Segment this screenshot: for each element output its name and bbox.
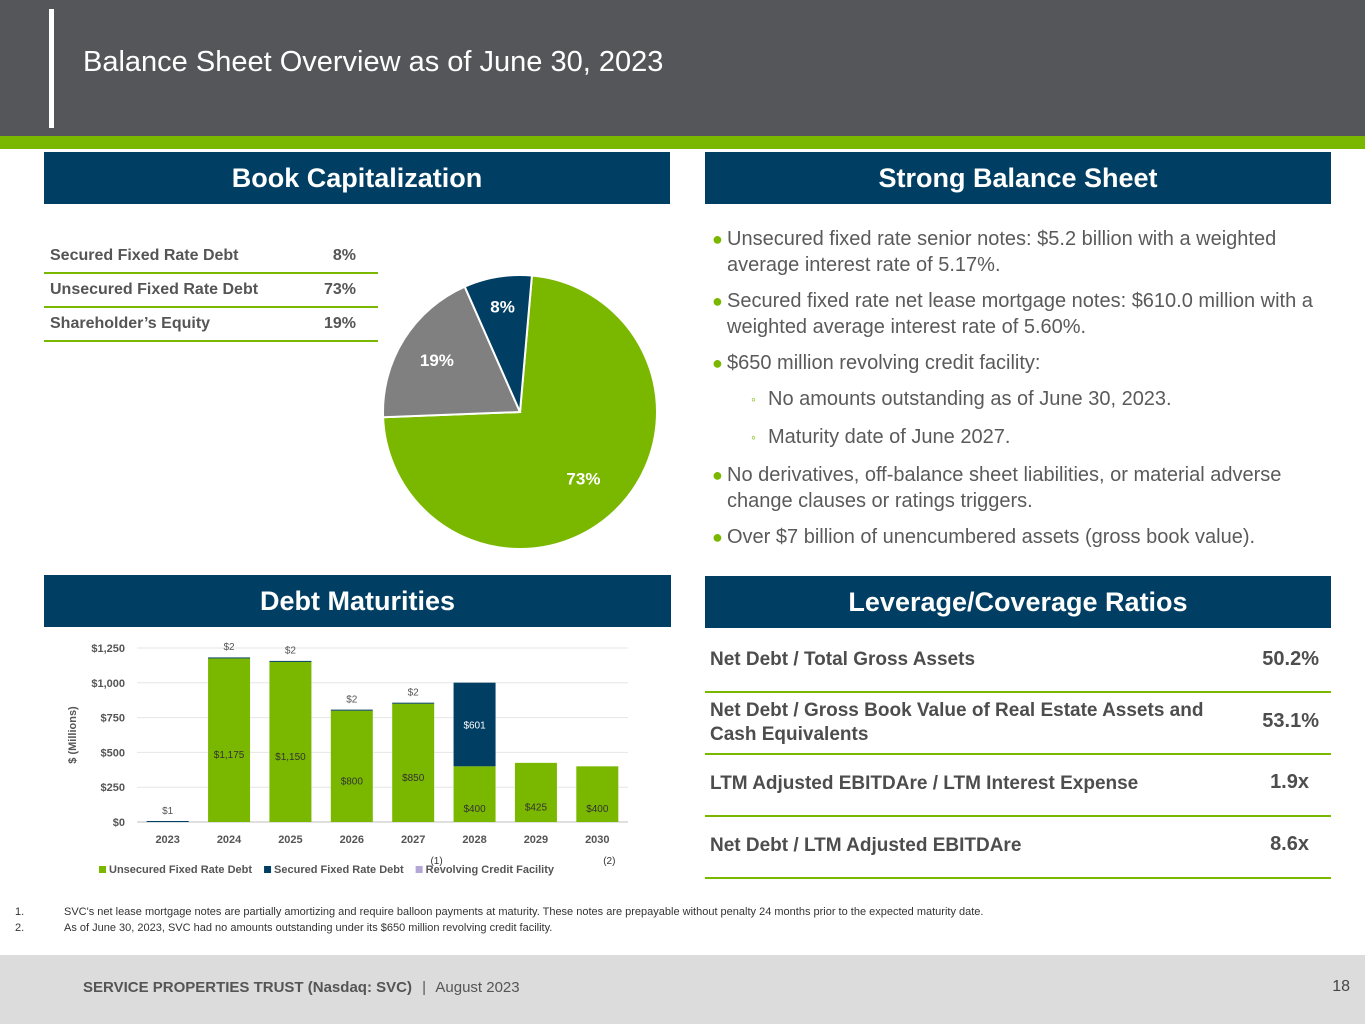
bar-data-label: $400	[463, 804, 486, 816]
table-row	[705, 632, 1331, 693]
bar-data-label: $850	[402, 772, 425, 784]
bar-data-label: $2	[223, 642, 235, 654]
footer	[0, 955, 1365, 1024]
category-footnote-ref: (2)	[603, 856, 616, 867]
ratio-label: Net Debt / LTM Adjusted EBITDAre	[710, 835, 1022, 856]
footnote: 1. SVC's net lease mortgage notes are partially amortizing and require balloon payments at maturity. These notes are prepayable without penalty 24 months prior to the expected maturity date.	[15, 906, 984, 918]
ratio-value: 8.6x	[1270, 833, 1309, 855]
page-title: Balance Sheet Overview as of June 30, 2023	[83, 46, 664, 78]
bar-data-label: $1,150	[275, 751, 306, 763]
bar-data-label: $1,175	[213, 750, 245, 762]
x-tick-label: 2029	[523, 834, 549, 846]
pie-data-label: 73%	[566, 469, 601, 489]
ratio-value: 1.9x	[1270, 771, 1309, 793]
bar-2026-0	[331, 711, 373, 822]
cap-label: Unsecured Fixed Rate Debt	[50, 281, 259, 298]
section-strong-balance-sheet: Strong Balance Sheet	[705, 152, 1331, 204]
bullet-item: ● Unsecured fixed rate senior notes: $5.2 billion with a weighted average interest rate of 5.17%.	[712, 228, 1277, 276]
bar-data-label: $601	[463, 720, 486, 732]
x-tick-label: 2027	[400, 834, 426, 846]
y-tick-label: $500	[100, 747, 125, 760]
bullet-item: ● $650 million revolving credit facility:	[712, 352, 1041, 374]
table-row	[705, 693, 1331, 755]
bar-data-label: $2	[284, 645, 296, 657]
bar-2024-0	[208, 658, 250, 822]
table-row	[44, 240, 378, 274]
y-tick-label: $1,000	[91, 677, 125, 690]
header-accent-bar	[49, 9, 54, 128]
bar-2023-1	[147, 821, 189, 822]
cap-value: 73%	[323, 281, 356, 298]
ratio-value: 50.2%	[1262, 648, 1319, 670]
x-tick-label: 2023	[155, 834, 180, 846]
ratio-value: 53.1%	[1262, 710, 1319, 732]
table-row	[44, 308, 378, 342]
bar-data-label: $1	[162, 805, 174, 817]
bar-data-label: $425	[524, 802, 548, 814]
sub-bullet-item: ◦ Maturity date of June 2027.	[751, 426, 1011, 448]
header	[0, 0, 1365, 136]
legend-label: Revolving Credit Facility	[425, 864, 555, 876]
y-tick-label: $250	[100, 782, 125, 795]
bullet-dot-icon: ●	[712, 527, 723, 547]
footnotes	[0, 906, 1365, 938]
capitalization-table	[44, 240, 378, 342]
bar-data-label: $2	[346, 694, 358, 706]
strong-balance-bullets	[712, 226, 1352, 560]
x-tick-label: 2028	[462, 834, 487, 846]
bullet-dot-icon: ●	[712, 353, 723, 373]
bar-data-label: $800	[340, 776, 363, 788]
y-tick-label: $750	[100, 712, 125, 725]
page-number: 18	[1332, 978, 1350, 995]
table-row	[705, 817, 1331, 879]
legend-label: Unsecured Fixed Rate Debt	[109, 864, 253, 876]
bar-data-label: $2	[407, 687, 419, 699]
sub-bullet-item: ◦ No amounts outstanding as of June 30, 2023.	[751, 388, 1172, 410]
hollow-dot-icon: ◦	[751, 391, 756, 407]
bar-2026-1	[331, 710, 373, 711]
cap-value: 8%	[332, 247, 356, 264]
category-footnote-ref: (1)	[430, 856, 443, 867]
legend-label: Secured Fixed Rate Debt	[274, 864, 404, 876]
header-divider	[0, 136, 1365, 149]
bullet-item: ● Over $7 billion of unencumbered assets (gross book value).	[712, 526, 1256, 548]
bullet-dot-icon: ●	[712, 229, 723, 249]
capitalization-pie-chart	[370, 265, 670, 565]
section-leverage-ratios: Leverage/Coverage Ratios	[705, 576, 1331, 628]
cap-label: Shareholder’s Equity	[50, 315, 211, 332]
bar-2025-1	[269, 661, 311, 662]
bar-2025-0	[269, 662, 311, 822]
x-tick-label: 2030	[585, 834, 610, 846]
cap-label: Secured Fixed Rate Debt	[50, 247, 239, 264]
bullet-dot-icon: ●	[712, 465, 723, 485]
footer-company: SERVICE PROPERTIES TRUST (Nasdaq: SVC) | August 2023	[83, 979, 520, 996]
bar-data-label: $400	[586, 804, 609, 816]
ratio-label: Net Debt / Total Gross Assets	[710, 649, 976, 670]
section-debt-maturities: Debt Maturities	[44, 575, 671, 627]
pie-data-label: 8%	[490, 297, 515, 317]
x-tick-label: 2024	[216, 834, 242, 846]
table-row	[44, 274, 378, 308]
y-tick-label: $0	[112, 817, 125, 829]
ratio-label: Net Debt / Gross Book Value of Real Estate Assets and Cash Equivalents	[710, 700, 1204, 745]
bar-2027-0	[392, 704, 434, 822]
bar-2024-1	[208, 657, 250, 658]
legend-swatch	[99, 866, 106, 873]
debt-maturities-bar-chart	[60, 636, 640, 886]
hollow-dot-icon: ◦	[751, 429, 756, 445]
legend-swatch	[264, 866, 271, 873]
pie-data-label: 19%	[419, 351, 454, 371]
bullet-item: ● Secured fixed rate net lease mortgage notes: $610.0 million with a weighted average interest rate of 5.60%.	[712, 290, 1313, 338]
section-book-capitalization: Book Capitalization	[44, 152, 670, 204]
x-tick-label: 2026	[339, 834, 365, 846]
bullet-dot-icon: ●	[712, 291, 723, 311]
ratio-label: LTM Adjusted EBITDAre / LTM Interest Expense	[710, 773, 1139, 794]
bar-2027-1	[392, 703, 434, 704]
footnote: 2. As of June 30, 2023, SVC had no amounts outstanding under its $650 million revolving credit facility.	[15, 922, 553, 934]
y-tick-label: $1,250	[91, 643, 125, 655]
x-tick-label: 2025	[278, 834, 303, 846]
cap-value: 19%	[323, 315, 356, 332]
legend-swatch	[416, 866, 423, 873]
table-row	[705, 755, 1331, 817]
bullet-item: ● No derivatives, off-balance sheet liabilities, or material adverse change clauses or ratings triggers.	[712, 464, 1282, 512]
leverage-ratios-table	[705, 632, 1331, 879]
y-axis-label: $ (Millions)	[67, 706, 79, 764]
